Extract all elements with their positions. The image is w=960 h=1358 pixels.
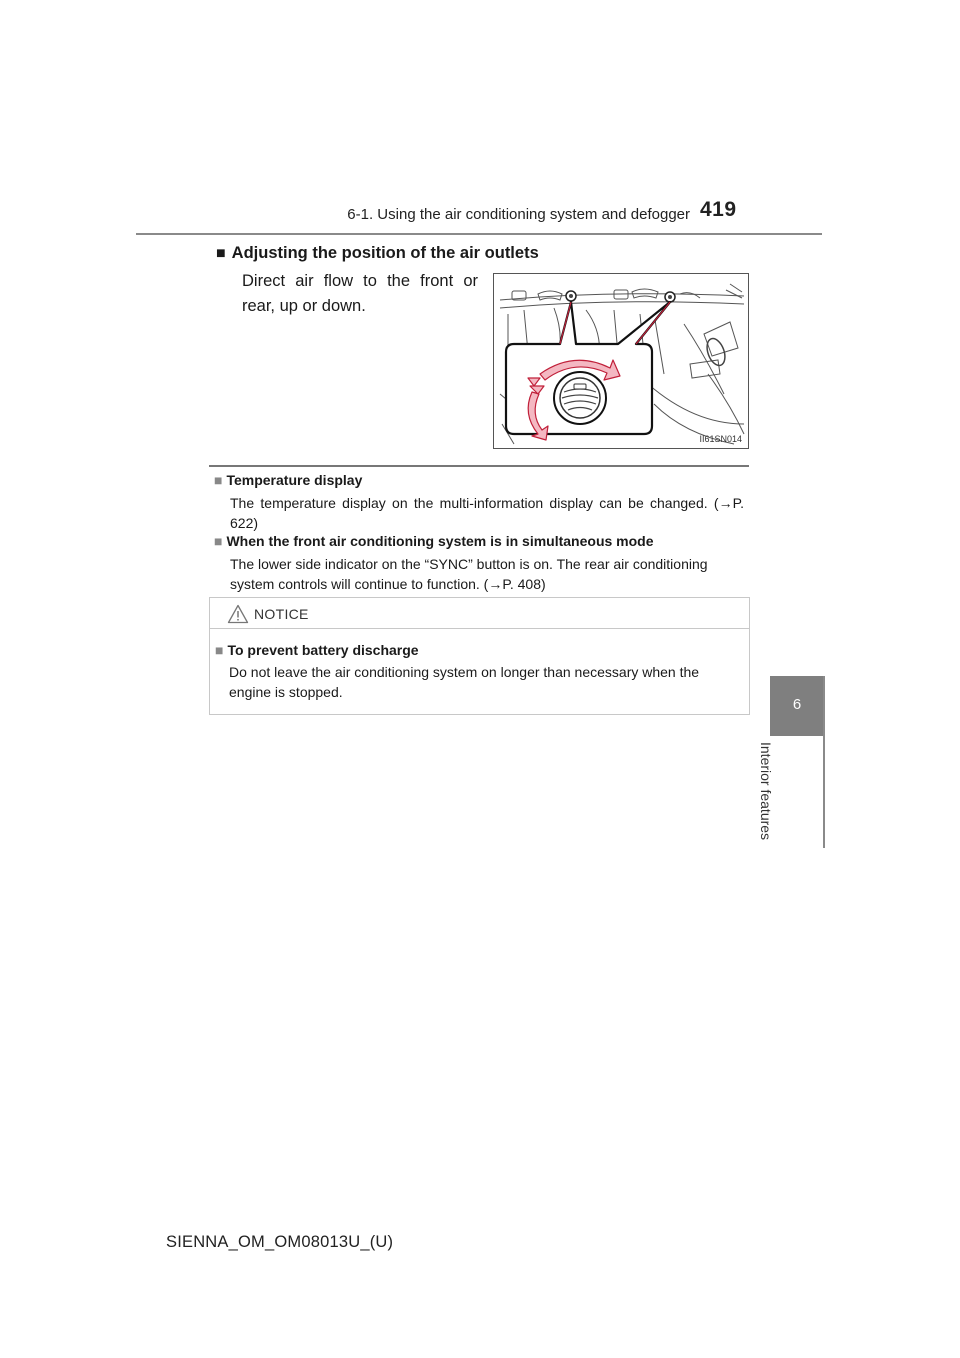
- notice-box: [209, 597, 750, 715]
- notice-label: NOTICE: [254, 606, 309, 622]
- chapter-tab-label: [758, 742, 790, 862]
- intro-text: Direct air flow to the front or rear, up or down.: [242, 272, 478, 315]
- header-rule: [136, 233, 822, 235]
- note-body: The lower side indicator on the “SYNC” button is on. The rear air conditioning system controls will continue to function. (→P. 408): [230, 556, 708, 592]
- notice-body: Do not leave the air conditioning system on longer than necessary when the engine is stopped.: [229, 664, 700, 700]
- notice-header: [210, 598, 749, 629]
- note-title-text: When the front air conditioning system is in simultaneous mode: [226, 533, 654, 549]
- section-divider: [209, 465, 749, 467]
- note-title: [214, 472, 362, 488]
- chapter-tab-label-text: Interior features: [758, 742, 774, 841]
- chapter-tab-number: 6: [792, 696, 802, 713]
- notice-title-text: To prevent battery discharge: [227, 642, 419, 658]
- figure-code: II61SN014: [699, 434, 742, 444]
- notice-marker: ■: [215, 642, 224, 658]
- air-outlet-illustration: [493, 273, 749, 449]
- note-body: The temperature display on the multi-information display can be changed. (→P. 622): [230, 495, 744, 531]
- page-number: 419: [700, 198, 737, 221]
- running-header-title: 6-1. Using the air conditioning system and defogger: [347, 206, 690, 223]
- notice-title: [215, 642, 419, 658]
- note-title-text: Temperature display: [226, 472, 363, 488]
- chapter-tab-rule: [823, 676, 825, 848]
- footer-doc-id: SIENNA_OM_OM08013U_(U): [166, 1233, 394, 1251]
- note-marker: ■: [214, 533, 223, 549]
- section-heading: [216, 244, 539, 263]
- section-marker: ■: [216, 245, 226, 262]
- note-marker: ■: [214, 472, 223, 488]
- chapter-tab: [770, 676, 824, 736]
- warning-triangle-icon: [227, 604, 249, 624]
- section-heading-text: Adjusting the position of the air outlets: [231, 244, 539, 262]
- note-title: [214, 533, 654, 549]
- air-outlet-drawing: [494, 274, 749, 449]
